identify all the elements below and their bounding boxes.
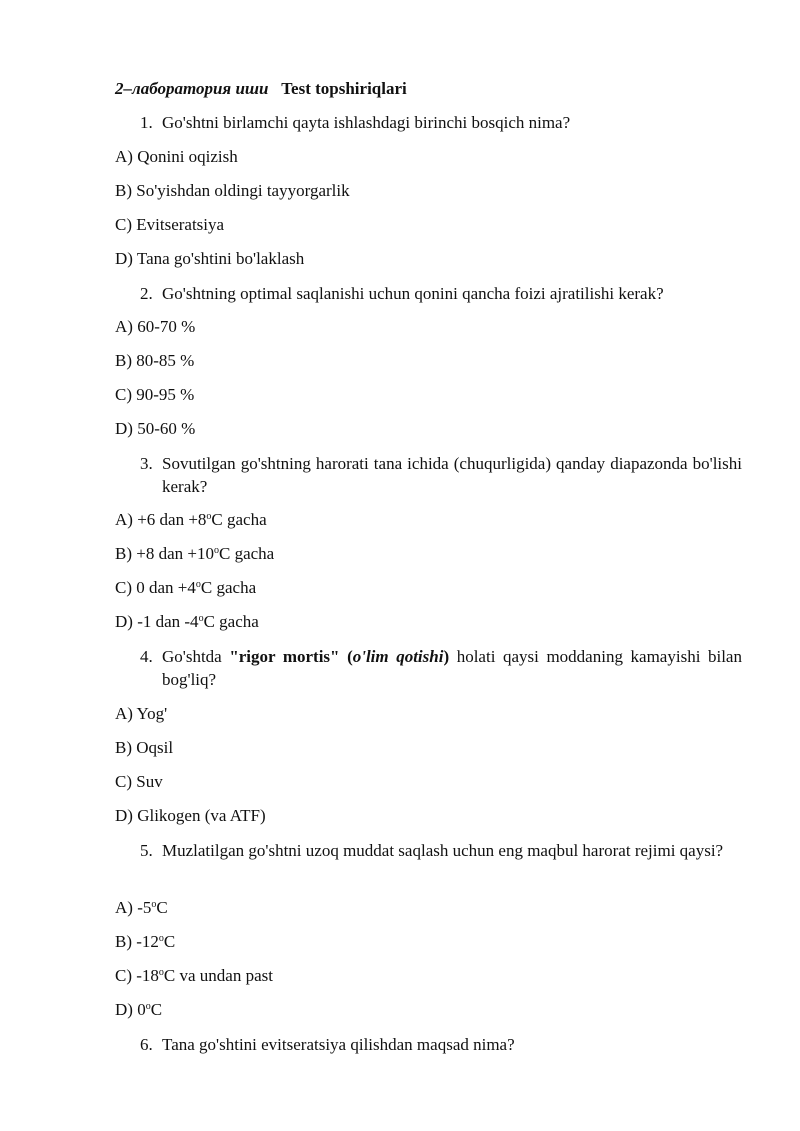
q1-option-b: B) So'yishdan oldingi tayyorgarlik [115, 181, 350, 200]
q5-option-b: B) -12$^o$C [115, 932, 176, 951]
question-number: 6. [140, 1035, 153, 1054]
question-text: Muzlatilgan go'shtni uzoq muddat saqlash uchun eng maqbul harorat rejimi qaysi? [162, 841, 724, 860]
title-lab-work: 2–лаборатория иши [115, 79, 269, 98]
q3-option-a: A) +6 dan $+8^oC$ gacha [115, 510, 267, 529]
question-5 [140, 839, 742, 862]
question-number: 2. [140, 284, 153, 303]
rigor-mortis-translation: o'lim qotishi [352, 647, 444, 666]
q3-option-c: C) 0 dan $+4^oC$ gacha [115, 578, 257, 597]
q4-option-c: C) Suv [115, 772, 163, 791]
question-4 [140, 645, 742, 691]
question-text: Go'shtning optimal saqlanishi uchun qonini qancha foizi ajratilishi kerak? [162, 284, 664, 303]
question-2 [140, 282, 742, 305]
page-title [115, 78, 407, 100]
q4-option-b: B) Oqsil [115, 738, 174, 757]
q2-option-a: A) 60-70 % [115, 317, 196, 336]
q2-option-c: C) 90-95 % [115, 385, 195, 404]
question-number: 5. [140, 841, 153, 860]
question-1 [140, 111, 742, 134]
q4-option-a: A) Yog' [115, 704, 168, 723]
q3-option-d: D) -1 dan -4$^o$C gacha [115, 612, 259, 631]
q1-option-c: C) Evitseratsiya [115, 215, 225, 234]
q5-option-a: A) -5$^o$C [115, 898, 168, 917]
question-text: Tana go'shtini evitseratsiya qilishdan maqsad nima? [162, 1035, 515, 1054]
q2-option-b: B) 80-85 % [115, 351, 195, 370]
title-test-tasks: Test topshiriqlari [281, 79, 407, 98]
question-number: 4. [140, 647, 153, 666]
q1-option-d: D) Tana go'shtini bo'laklash [115, 249, 305, 268]
rigor-mortis-term: "rigor mortis" [229, 647, 340, 666]
question-6 [140, 1033, 742, 1056]
question-3 [140, 452, 742, 498]
q3-option-b: B) +8 dan $+10^oC$ gacha [115, 544, 275, 563]
q4-option-d: D) Glikogen (va ATF) [115, 806, 266, 825]
q2-option-d: D) 50-60 % [115, 419, 196, 438]
question-text: Sovutilgan go'shtning harorati tana ichida (chuqurligida) qanday diapazonda bo'lishi kerak? [162, 454, 742, 496]
q5-option-c: C) -18$^o$C va undan past [115, 966, 273, 985]
q5-option-d: D) 0$^o$C [115, 1000, 163, 1019]
question-number: 1. [140, 113, 153, 132]
q1-option-a: A) Qonini oqizish [115, 147, 238, 166]
question-number: 3. [140, 454, 153, 473]
question-text: Go'shtda "rigor mortis" (o'lim qotishi) holati qaysi moddaning kamayishi bilan bog'liq? [162, 647, 742, 689]
question-text: Go'shtni birlamchi qayta ishlashdagi birinchi bosqich nima? [162, 113, 571, 132]
